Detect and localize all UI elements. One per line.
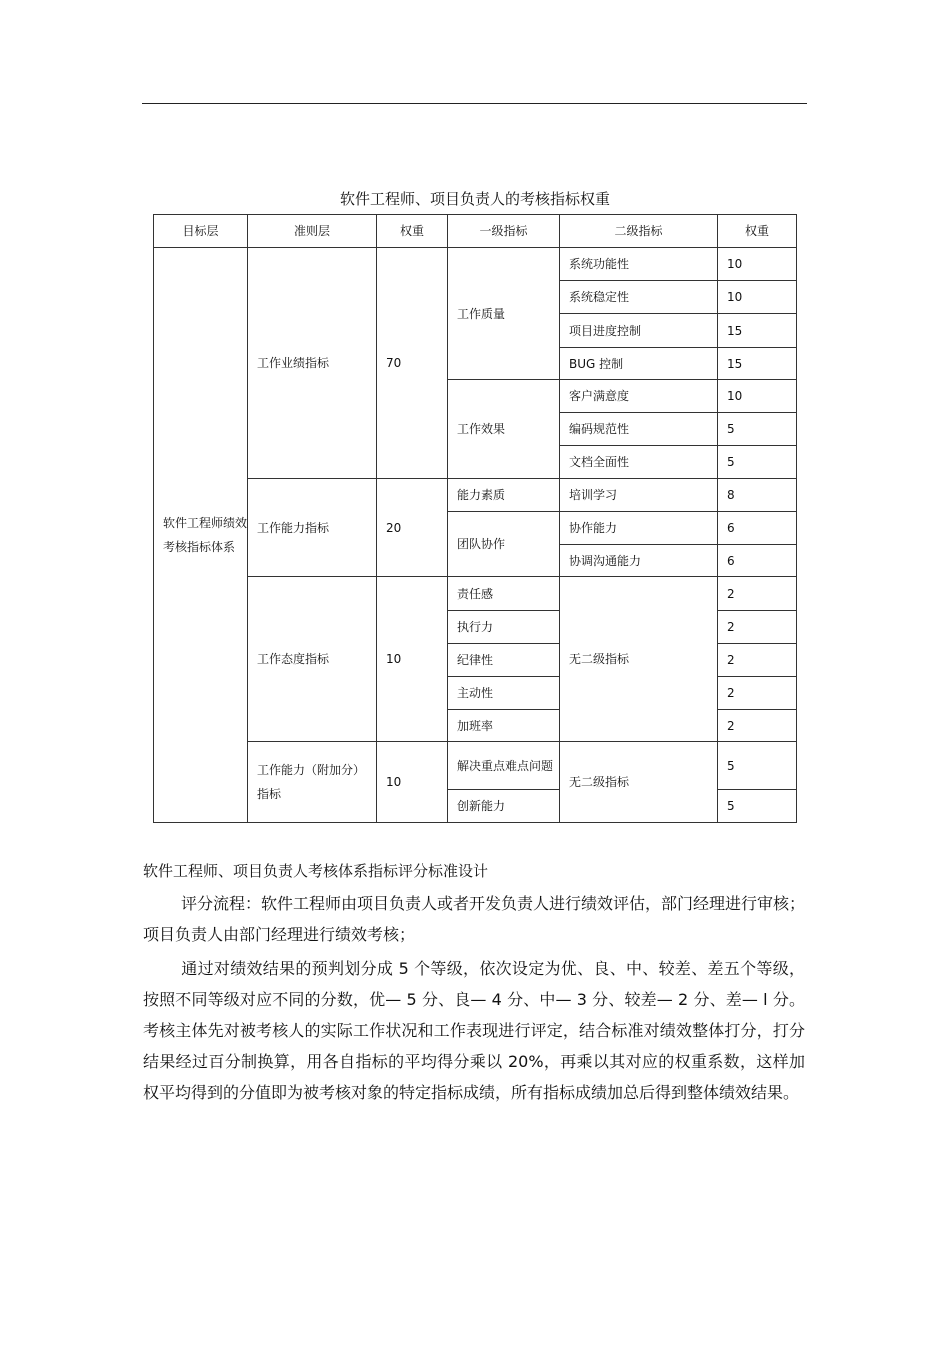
- weight-cell: 5: [718, 413, 797, 446]
- weight-cell: 8: [718, 479, 797, 512]
- level1-effect: 工作效果: [448, 380, 560, 479]
- criteria-bonus-weight: 10: [377, 742, 448, 823]
- level1-cell: 能力素质: [448, 479, 560, 512]
- level1-team: 团队协作: [448, 512, 560, 577]
- weight-cell: 2: [718, 677, 797, 710]
- weight-cell: 10: [718, 248, 797, 281]
- level2-cell: 培训学习: [560, 479, 718, 512]
- weight-cell: 5: [718, 446, 797, 479]
- weight-cell: 15: [718, 314, 797, 348]
- level1-cell: 解决重点难点问题: [448, 742, 560, 790]
- level2-cell: BUG 控制: [560, 348, 718, 380]
- level2-none-attitude: 无二级指标: [560, 577, 718, 742]
- header-level1: 一级指标: [448, 215, 560, 248]
- paragraph-process: [143, 888, 805, 950]
- criteria-performance-weight: 70: [377, 248, 448, 479]
- level2-cell: 系统稳定性: [560, 281, 718, 314]
- weight-cell: 2: [718, 710, 797, 742]
- weight-cell: 2: [718, 611, 797, 644]
- criteria-performance: 工作业绩指标: [248, 248, 377, 479]
- level1-cell: 执行力: [448, 611, 560, 644]
- level2-cell: 文档全面性: [560, 446, 718, 479]
- kpi-weight-table: [153, 214, 797, 823]
- paragraph-scoring: [143, 953, 805, 1108]
- table-row: [154, 742, 797, 790]
- level1-cell: 创新能力: [448, 790, 560, 823]
- level2-cell: 系统功能性: [560, 248, 718, 281]
- level1-cell: 主动性: [448, 677, 560, 710]
- criteria-ability-weight: 20: [377, 479, 448, 577]
- table-header-row: [154, 215, 797, 248]
- table-row: [154, 479, 797, 512]
- table-row: [154, 577, 797, 611]
- level1-cell: 纪律性: [448, 644, 560, 677]
- header-target: 目标层: [154, 215, 248, 248]
- criteria-attitude: 工作态度指标: [248, 577, 377, 742]
- level1-quality: 工作质量: [448, 248, 560, 380]
- weight-cell: 5: [718, 790, 797, 823]
- criteria-bonus: 工作能力（附加分）指标: [248, 742, 377, 823]
- level2-cell: 客户满意度: [560, 380, 718, 413]
- weight-cell: 10: [718, 281, 797, 314]
- level2-cell: 项目进度控制: [560, 314, 718, 348]
- target-cell: 软件工程师绩效考核指标体系: [154, 248, 248, 823]
- paragraph-text: 通过对绩效结果的预判划分成 5 个等级，依次设定为优、良、中、较差、差五个等级，按照不同等级对应不同的分数，优— 5 分、良— 4 分、中— 3 分、较差— 2 分、差— l 分。考核主体先对被考核人的实际工作状况和工作表现进行评定，结合标准对绩效整体打分，打分结果经过百分制换算，用各自指标的平均得分乘以 20%，再乘以其对应的权重系数，这样加权平均得到的分值即为被考核对象的特定指标成绩，所有指标成绩加总后得到整体绩效结果。: [143, 959, 805, 1102]
- level2-cell: 协调沟通能力: [560, 545, 718, 577]
- level2-cell: 协作能力: [560, 512, 718, 545]
- weight-cell: 6: [718, 545, 797, 577]
- level2-cell: 编码规范性: [560, 413, 718, 446]
- level1-cell: 责任感: [448, 577, 560, 611]
- weight-cell: 6: [718, 512, 797, 545]
- criteria-ability: 工作能力指标: [248, 479, 377, 577]
- header-level2: 二级指标: [560, 215, 718, 248]
- header-rule: [142, 103, 807, 104]
- weight-cell: 5: [718, 742, 797, 790]
- criteria-attitude-weight: 10: [377, 577, 448, 742]
- header-weight: 权重: [377, 215, 448, 248]
- level1-cell: 加班率: [448, 710, 560, 742]
- table-row: [154, 248, 797, 281]
- paragraph-text: 评分流程：软件工程师由项目负责人或者开发负责人进行绩效评估，部门经理进行审核；项目负责人由部门经理进行绩效考核；: [143, 894, 806, 944]
- header-weight-2: 权重: [718, 215, 797, 248]
- header-criteria: 准则层: [248, 215, 377, 248]
- table-title: 软件工程师、项目负责人的考核指标权重: [339, 190, 610, 208]
- level2-none-bonus: 无二级指标: [560, 742, 718, 823]
- section-heading: 软件工程师、项目负责人考核体系指标评分标准设计: [143, 862, 489, 880]
- weight-cell: 10: [718, 380, 797, 413]
- weight-cell: 15: [718, 348, 797, 380]
- weight-cell: 2: [718, 577, 797, 611]
- weight-cell: 2: [718, 644, 797, 677]
